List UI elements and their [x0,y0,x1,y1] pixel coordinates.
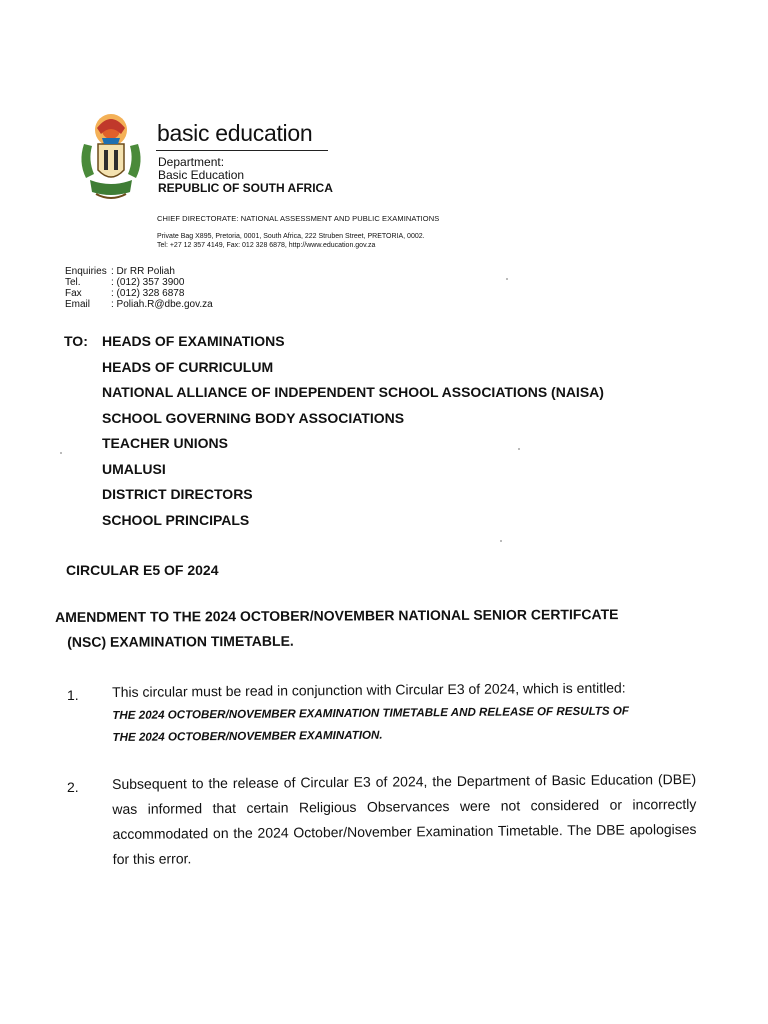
contact-row [65,277,213,288]
department-line: Department: [158,155,225,169]
contact-row [65,299,213,310]
contact-label: Fax [65,288,82,299]
recipient: TEACHER UNIONS [102,435,229,451]
address-block [157,232,425,250]
paragraph-text: Subsequent to the release of Circular E3 of 2024, the Department of Basic Education (DBE) was informed that certain Religious Observances were not considered or incorrectly accommodated on the 2024 October/November Examination Timetable. The DBE apologises for this error. [112,770,697,867]
recipient: UMALUSI [102,460,166,477]
enquiries-block [65,266,213,310]
country-name: REPUBLIC OF SOUTH AFRICA [158,181,333,195]
department-line: Basic Education [158,168,245,182]
paragraph [112,767,697,872]
contact-row [65,266,213,277]
contact-value: : (012) 328 6878 [111,288,185,299]
contact-value: : (012) 357 3900 [111,277,185,288]
subject-heading [55,602,619,655]
recipient: SCHOOL PRINCIPALS [102,511,250,528]
recipient: NATIONAL ALLIANCE OF INDEPENDENT SCHOOL ASSOCIATIONS (NAISA) [102,384,604,400]
recipient: HEADS OF CURRICULUM [102,358,274,375]
contact-label: Email [65,299,91,310]
contact-line: Tel: +27 12 357 4149, Fax: 012 328 6878, http://www.education.gov.za [157,242,376,249]
contact-row [65,288,213,299]
paragraph [112,675,703,749]
contact-value: : Poliah.R@dbe.gov.za [111,299,213,310]
scan-speck [518,448,520,450]
brand-name: basic education [157,120,313,146]
recipient: SCHOOL GOVERNING BODY ASSOCIATIONS [102,409,405,426]
paragraph-text: This circular must be read in conjunction with Circular E3 of 2024, which is entitled: [112,679,626,700]
paragraph-number: 2. [67,779,79,795]
circular-number: CIRCULAR E5 OF 2024 [66,562,219,578]
coat-of-arms-logo [72,104,150,204]
referenced-title: THE 2024 OCTOBER/NOVEMBER EXAMINATION TIMETABLE AND RELEASE OF RESULTS OF [112,704,629,722]
contact-label: Tel. [65,277,81,288]
subject-line: AMENDMENT TO THE 2024 OCTOBER/NOVEMBER NATIONAL SENIOR CERTIFCATE [55,606,619,625]
department-block [158,156,333,195]
scan-speck [60,452,62,454]
scan-speck [506,278,508,280]
recipient: HEADS OF EXAMINATIONS [102,333,285,349]
recipient: DISTRICT DIRECTORS [102,486,253,502]
address-line: Private Bag X895, Pretoria, 0001, South Africa, 222 Struben Street, PRETORIA, 0002. [157,233,425,240]
directorate-line: CHIEF DIRECTORATE: NATIONAL ASSESSMENT AND PUBLIC EXAMINATIONS [157,214,440,223]
recipient-list [102,333,604,537]
contact-value: : Dr RR Poliah [111,266,175,277]
scan-speck [500,540,502,542]
subject-line: (NSC) EXAMINATION TIMETABLE. [67,632,294,650]
to-label: TO: [64,333,88,349]
contact-label: Enquiries [65,266,107,277]
brand-underline [156,150,328,151]
referenced-title: THE 2024 OCTOBER/NOVEMBER EXAMINATION. [112,728,383,744]
paragraph-number: 1. [67,687,79,703]
